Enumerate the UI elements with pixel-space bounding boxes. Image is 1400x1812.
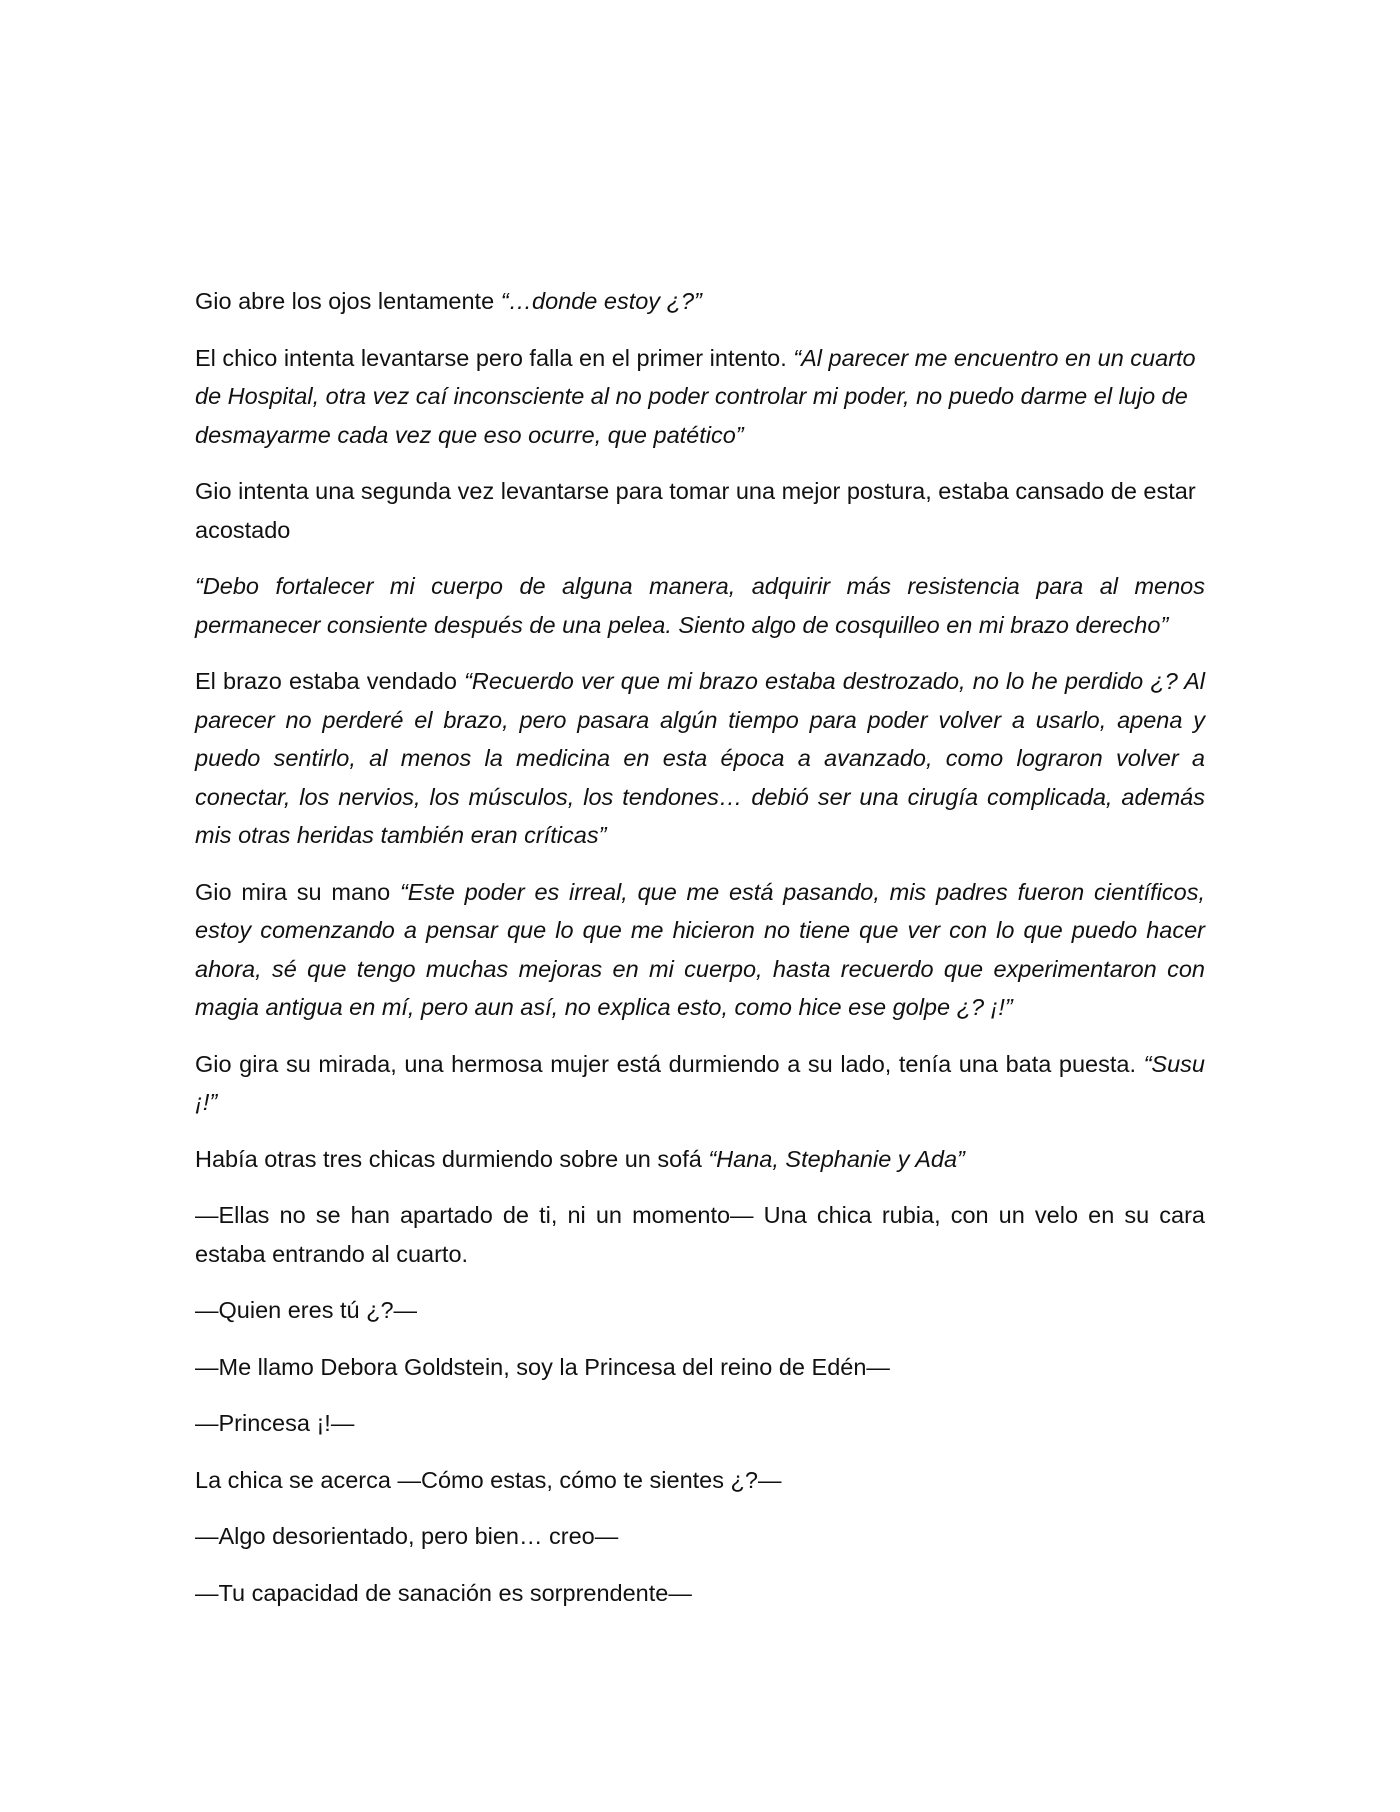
paragraph <box>195 662 1205 855</box>
paragraph <box>195 1140 1205 1179</box>
italic-text-segment: “…donde estoy ¿?” <box>500 288 702 314</box>
paragraph <box>195 1196 1205 1273</box>
text-segment: Gio intenta una segunda vez levantarse para tomar una mejor postura, estaba cansado de estar acostado <box>195 478 1196 543</box>
italic-text-segment: “Este poder es irreal, que me está pasando, mis padres fueron científicos, estoy comenzando a pensar que lo que me hicieron no tiene que ver con lo que puedo hacer ahora, sé que tengo muchas mejoras en mi cuerpo, hasta recuerdo que experimentaron con magia antigua en mí, pero aun así, no explica esto, como hice ese golpe ¿? ¡!” <box>195 878 1205 1020</box>
paragraph <box>195 1291 1205 1330</box>
text-segment: —Tu capacidad de sanación es sorprendente— <box>195 1579 692 1606</box>
text-segment: Había otras tres chicas durmiendo sobre un sofá <box>195 1145 709 1172</box>
paragraph <box>195 1348 1205 1387</box>
text-segment: —Quien eres tú ¿?— <box>195 1297 418 1323</box>
italic-text-segment: “Debo fortalecer mi cuerpo de alguna manera, adquirir más resistencia para al menos permanecer consiente después de una pelea. Siento algo de cosquilleo en mi brazo derecho” <box>195 573 1205 638</box>
text-segment: El brazo estaba vendado <box>195 668 465 694</box>
paragraph <box>195 1404 1205 1443</box>
text-segment: Gio gira su mirada, una hermosa mujer está durmiendo a su lado, tenía una bata puesta. <box>195 1050 1144 1077</box>
paragraph <box>195 282 1205 321</box>
text-segment: La chica se acerca —Cómo estas, cómo te sientes ¿?— <box>195 1466 782 1493</box>
italic-text-segment: “Susu ¡!” <box>195 1050 1205 1115</box>
text-segment: —Me llamo Debora Goldstein, soy la Princesa del reino de Edén— <box>195 1353 890 1380</box>
text-segment: —Ellas no se han apartado de ti, ni un momento— Una chica rubia, con un velo en su cara estaba entrando al cuarto. <box>195 1202 1205 1267</box>
text-segment: —Princesa ¡!— <box>195 1410 355 1436</box>
paragraph <box>195 1574 1205 1613</box>
paragraph <box>195 873 1205 1027</box>
paragraph <box>195 567 1205 644</box>
text-segment: Gio abre los ojos lentamente <box>195 288 501 314</box>
italic-text-segment: “Hana, Stephanie y Ada” <box>708 1145 965 1172</box>
paragraph <box>195 472 1205 549</box>
paragraph <box>195 339 1205 455</box>
italic-text-segment: “Recuerdo ver que mi brazo estaba destrozado, no lo he perdido ¿? Al parecer no perderé el brazo, pero pasara algún tiempo para poder volver a usarlo, apena y puedo sentirlo, al menos la medicina en esta época a avanzado, como lograron volver a conectar, los nervios, los músculos, los tendones… debió ser una cirugía complicada, además mis otras heridas también eran críticas” <box>195 668 1205 848</box>
text-segment: El chico intenta levantarse pero falla en el primer intento. <box>195 344 794 371</box>
paragraph <box>195 1461 1205 1500</box>
paragraph <box>195 1045 1205 1122</box>
document-page <box>195 282 1205 1630</box>
text-segment: Gio mira su mano <box>195 878 400 905</box>
text-segment: —Algo desorientado, pero bien… creo— <box>195 1523 619 1549</box>
paragraph <box>195 1517 1205 1556</box>
italic-text-segment: “Al parecer me encuentro en un cuarto de Hospital, otra vez caí inconsciente al no poder controlar mi poder, no puedo darme el lujo de desmayarme cada vez que eso ocurre, que patético” <box>195 344 1196 448</box>
